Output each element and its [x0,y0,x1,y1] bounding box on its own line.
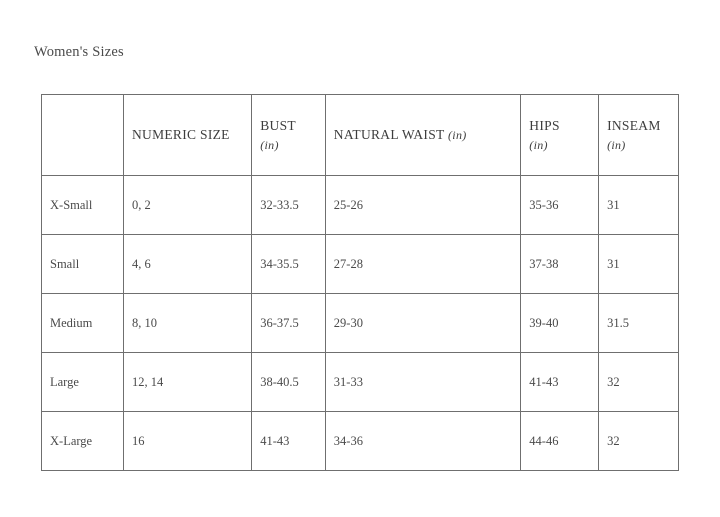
table-header [42,95,679,176]
cell-inseam: 31 [599,176,679,235]
header-cell-inseam [599,95,679,176]
table-header-row [42,95,679,176]
cell-bust: 34-35.5 [252,235,326,294]
cell-numeric-size: 0, 2 [123,176,251,235]
cell-bust: 32-33.5 [252,176,326,235]
header-unit-natural-waist: (in) [448,128,467,142]
header-label-hips: HIPS [529,117,560,133]
header-label-inseam: INSEAM [607,117,661,133]
cell-natural-waist: 34-36 [325,412,521,471]
page-title: Women's Sizes [34,44,124,60]
cell-numeric-size: 4, 6 [123,235,251,294]
header-label-bust: BUST [260,117,296,133]
cell-size-label: Small [42,235,124,294]
cell-size-label: X-Small [42,176,124,235]
cell-hips: 41-43 [521,353,599,412]
table-body [42,176,679,471]
cell-numeric-size: 16 [123,412,251,471]
cell-bust: 36-37.5 [252,294,326,353]
header-cell-hips [521,95,599,176]
cell-natural-waist: 29-30 [325,294,521,353]
table-row [42,412,679,471]
cell-numeric-size: 8, 10 [123,294,251,353]
header-cell-bust [252,95,326,176]
cell-size-label: X-Large [42,412,124,471]
table-row [42,294,679,353]
size-table-container [41,94,679,471]
header-unit-bust: (in) [260,137,279,152]
header-label-numeric-size: NUMERIC SIZE [131,127,230,142]
cell-hips: 44-46 [521,412,599,471]
womens-size-table [41,94,679,471]
cell-natural-waist: 25-26 [325,176,521,235]
table-row [42,235,679,294]
cell-inseam: 31.5 [599,294,679,353]
table-row [42,353,679,412]
cell-size-label: Medium [42,294,124,353]
header-cell-natural-waist [325,95,521,176]
cell-hips: 39-40 [521,294,599,353]
cell-natural-waist: 27-28 [325,235,521,294]
cell-numeric-size: 12, 14 [123,353,251,412]
header-unit-inseam: (in) [607,137,626,152]
cell-inseam: 32 [599,412,679,471]
header-cell-blank [42,95,124,176]
cell-hips: 35-36 [521,176,599,235]
header-cell-numeric-size [123,95,251,176]
cell-bust: 41-43 [252,412,326,471]
cell-hips: 37-38 [521,235,599,294]
cell-bust: 38-40.5 [252,353,326,412]
header-unit-hips: (in) [529,137,548,152]
table-row [42,176,679,235]
cell-natural-waist: 31-33 [325,353,521,412]
cell-size-label: Large [42,353,124,412]
header-label-natural-waist: NATURAL WAIST [333,127,445,142]
cell-inseam: 32 [599,353,679,412]
cell-inseam: 31 [599,235,679,294]
